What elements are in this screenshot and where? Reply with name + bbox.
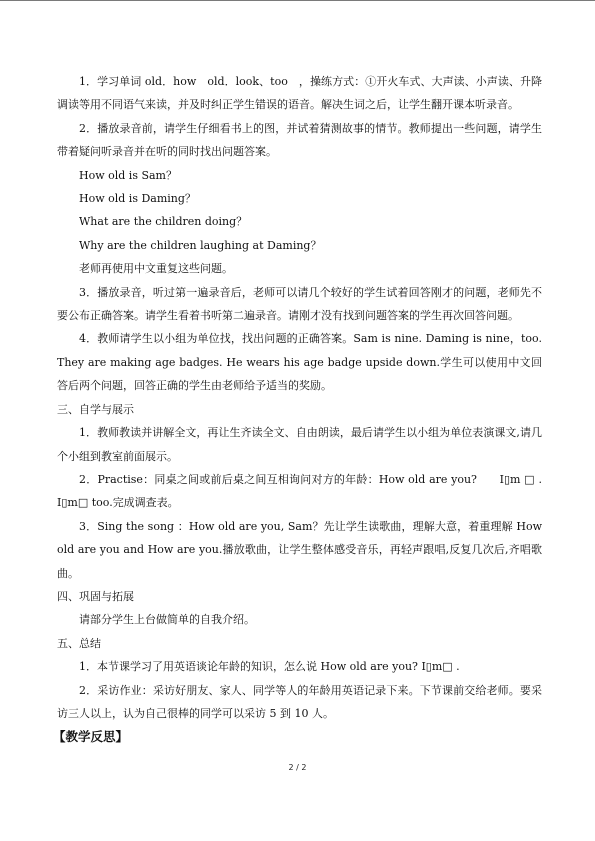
paragraph-sing-song: 3．Sing the song ：How old are you, Sam？先让学生读歌曲，理解大意，着重理解 How old are you and How are you.播放歌曲，让学生整体感受音乐，再轻声跟唱,反复几次后,齐唱歌曲。 xyxy=(57,519,542,580)
paragraph-find-answers: 4．教师请学生以小组为单位找，找出问题的正确答案。Sam is nine. Daming is nine，too. They are making age badges. He wears his age badge upside down.学生可以使用中文回答后两个问题，回答正确的学生由老师给予适当的奖励。 xyxy=(57,332,542,393)
paragraph-summary-2: 2．采访作业：采访好朋友、家人、同学等人的年龄用英语记录下来。下节课前交给老师。要采访三人以上，认为自己很棒的同学可以采访 5 到 10 人。 xyxy=(57,683,542,720)
paragraph-vocab-practice: 1．学习单词 old．how old．look、too ，操练方式：①开火车式、大声读、小声读、升降调读等用不同语气来读，并及时纠正学生错误的语音。解决生词之后，让学生翻开课本听录音。 xyxy=(57,75,542,112)
question-sam-age: How old is Sam？ xyxy=(79,168,177,182)
section-heading-reflection: 【教学反思】 xyxy=(53,729,129,745)
section-heading-summary: 五、总结 xyxy=(57,636,101,650)
page-top-rule xyxy=(0,0,595,1)
document-body xyxy=(53,70,542,749)
paragraph-repeat-chinese: 老师再使用中文重复这些问题。 xyxy=(79,262,233,276)
page-number: 2 / 2 xyxy=(288,763,307,772)
section-heading-self-study: 三、自学与展示 xyxy=(57,402,134,416)
section-heading-consolidate: 四、巩固与拓展 xyxy=(57,589,134,603)
paragraph-summary-1: 1．本节课学习了用英语谈论年龄的知识，怎么说 How old are you? I▯m□ . xyxy=(79,660,460,674)
paragraph-teach-text: 1．教师教读并讲解全文，再让生齐读全文、自由朗读，最后请学生以小组为单位表演课文,请几个小组到教室前面展示。 xyxy=(57,426,542,463)
paragraph-play-recording: 3．播放录音，听过第一遍录音后，老师可以请几个较好的学生试着回答刚才的问题，老师先不要公布正确答案。请学生看着书听第二遍录音。请刚才没有找到问题答案的学生再次回答问题。 xyxy=(57,285,542,323)
paragraph-practise: 2．Practise：同桌之间或前后桌之间互相询问对方的年龄：How old are you? I▯m □ . I▯m□ too.完成调查表。 xyxy=(57,472,542,510)
paragraph-pre-listening: 2．播放录音前，请学生仔细看书上的图，并试着猜测故事的情节。教师提出一些问题，请学生带着疑问听录音并在听的同时找出问题答案。 xyxy=(57,121,542,159)
question-children-doing: What are the children doing？ xyxy=(79,215,248,229)
question-children-laughing: Why are the children laughing at Daming？ xyxy=(79,238,322,252)
question-daming-age: How old is Daming？ xyxy=(79,192,196,206)
paragraph-self-intro: 请部分学生上台做简单的自我介绍。 xyxy=(79,613,255,627)
